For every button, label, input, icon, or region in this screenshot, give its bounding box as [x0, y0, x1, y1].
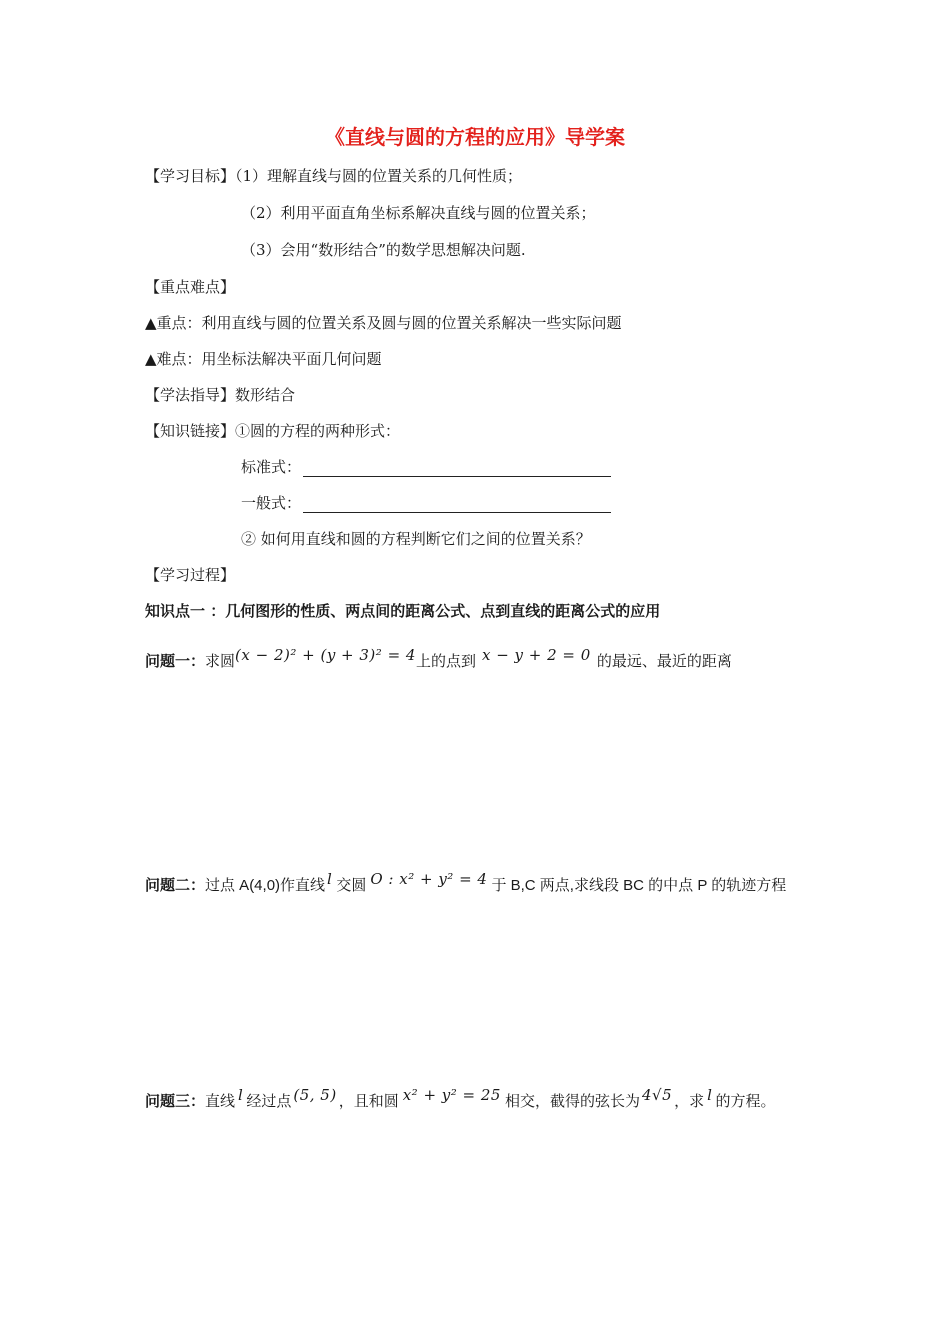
standard-form-label: 标准式： — [241, 458, 302, 476]
knowledge-link-item-2: ② 如何用直线和圆的方程判断它们之间的位置关系？ — [241, 530, 591, 548]
process-label: 【学习过程】 — [145, 566, 236, 584]
question-1-circle-equation: (x − 2)² + (y + 3)² = 4 — [235, 646, 416, 664]
question-2-text-2: 交圆 — [336, 876, 367, 894]
general-form-line — [241, 493, 611, 513]
key-points-label: 【重点难点】 — [145, 278, 236, 296]
knowledge-link-label: 【知识链接】 — [145, 422, 236, 440]
question-3-text-1: 直线 — [205, 1092, 236, 1110]
document-title: 《直线与圆的方程的应用》导学案 — [325, 125, 625, 149]
question-1-line-equation: x − y + 2 = 0 — [481, 646, 591, 664]
question-3-chord-length: 4√5 — [641, 1086, 673, 1104]
difficult-point: ▲难点：用坐标法解决平面几何问题 — [145, 350, 382, 368]
question-3 — [145, 1086, 776, 1111]
method-line: 【学法指导】数形结合 — [145, 386, 296, 404]
question-3-label: 问题三： — [145, 1092, 206, 1110]
objective-item-3: （3）会用“数形结合”的数学思想解决问题. — [241, 241, 526, 259]
question-3-line-symbol-2: l — [707, 1086, 713, 1104]
important-point: ▲重点：利用直线与圆的位置关系及圆与圆的位置关系解决一些实际问题 — [145, 314, 622, 332]
objective-item-1: （1）理解直线与圆的位置关系的几何性质； — [235, 167, 523, 185]
question-3-text-6: 的方程。 — [715, 1092, 776, 1110]
knowledge-link-line — [145, 421, 400, 441]
question-3-line-symbol: l — [238, 1086, 244, 1104]
question-3-text-2: 经过点 — [246, 1092, 292, 1110]
standard-form-blank[interactable] — [303, 460, 611, 477]
question-2-text-3: 于 B,C 两点,求线段 BC 的中点 P 的轨迹方程 — [491, 877, 787, 894]
question-2-circle-equation: O : x² + y² = 4 — [370, 870, 488, 888]
knowledge-link-item-1: ①圆的方程的两种形式： — [235, 422, 401, 440]
question-2 — [145, 870, 787, 896]
question-1-text-1: 求圆 — [205, 652, 236, 670]
question-3-point: (5, 5) — [293, 1086, 337, 1104]
question-3-text-4: 相交，截得的弦长为 — [504, 1092, 640, 1110]
question-2-line-symbol: l — [327, 870, 333, 888]
question-2-label: 问题二： — [145, 876, 206, 894]
general-form-blank[interactable] — [303, 496, 611, 513]
knowledge-point-heading: 知识点一 ：几何图形的性质、两点间的距离公式、点到直线的距离公式的应用 — [145, 602, 661, 620]
question-1-text-3: 的最远、最近的距离 — [596, 652, 732, 670]
question-3-text-5: ，求 — [674, 1092, 705, 1110]
question-3-text-3: ，且和圆 — [338, 1092, 399, 1110]
question-3-circle-equation: x² + y² = 25 — [402, 1086, 501, 1104]
objectives-line-1 — [145, 166, 522, 186]
question-2-text-1: 过点 A(4,0)作直线 — [205, 877, 326, 894]
standard-form-line — [241, 457, 611, 477]
question-1-text-2: 上的点到 — [415, 652, 476, 670]
question-1-label: 问题一： — [145, 652, 206, 670]
objectives-label: 【学习目标】 — [145, 167, 236, 185]
question-1 — [145, 646, 732, 671]
objective-item-2: （2）利用平面直角坐标系解决直线与圆的位置关系； — [241, 204, 596, 222]
general-form-label: 一般式： — [241, 494, 302, 512]
